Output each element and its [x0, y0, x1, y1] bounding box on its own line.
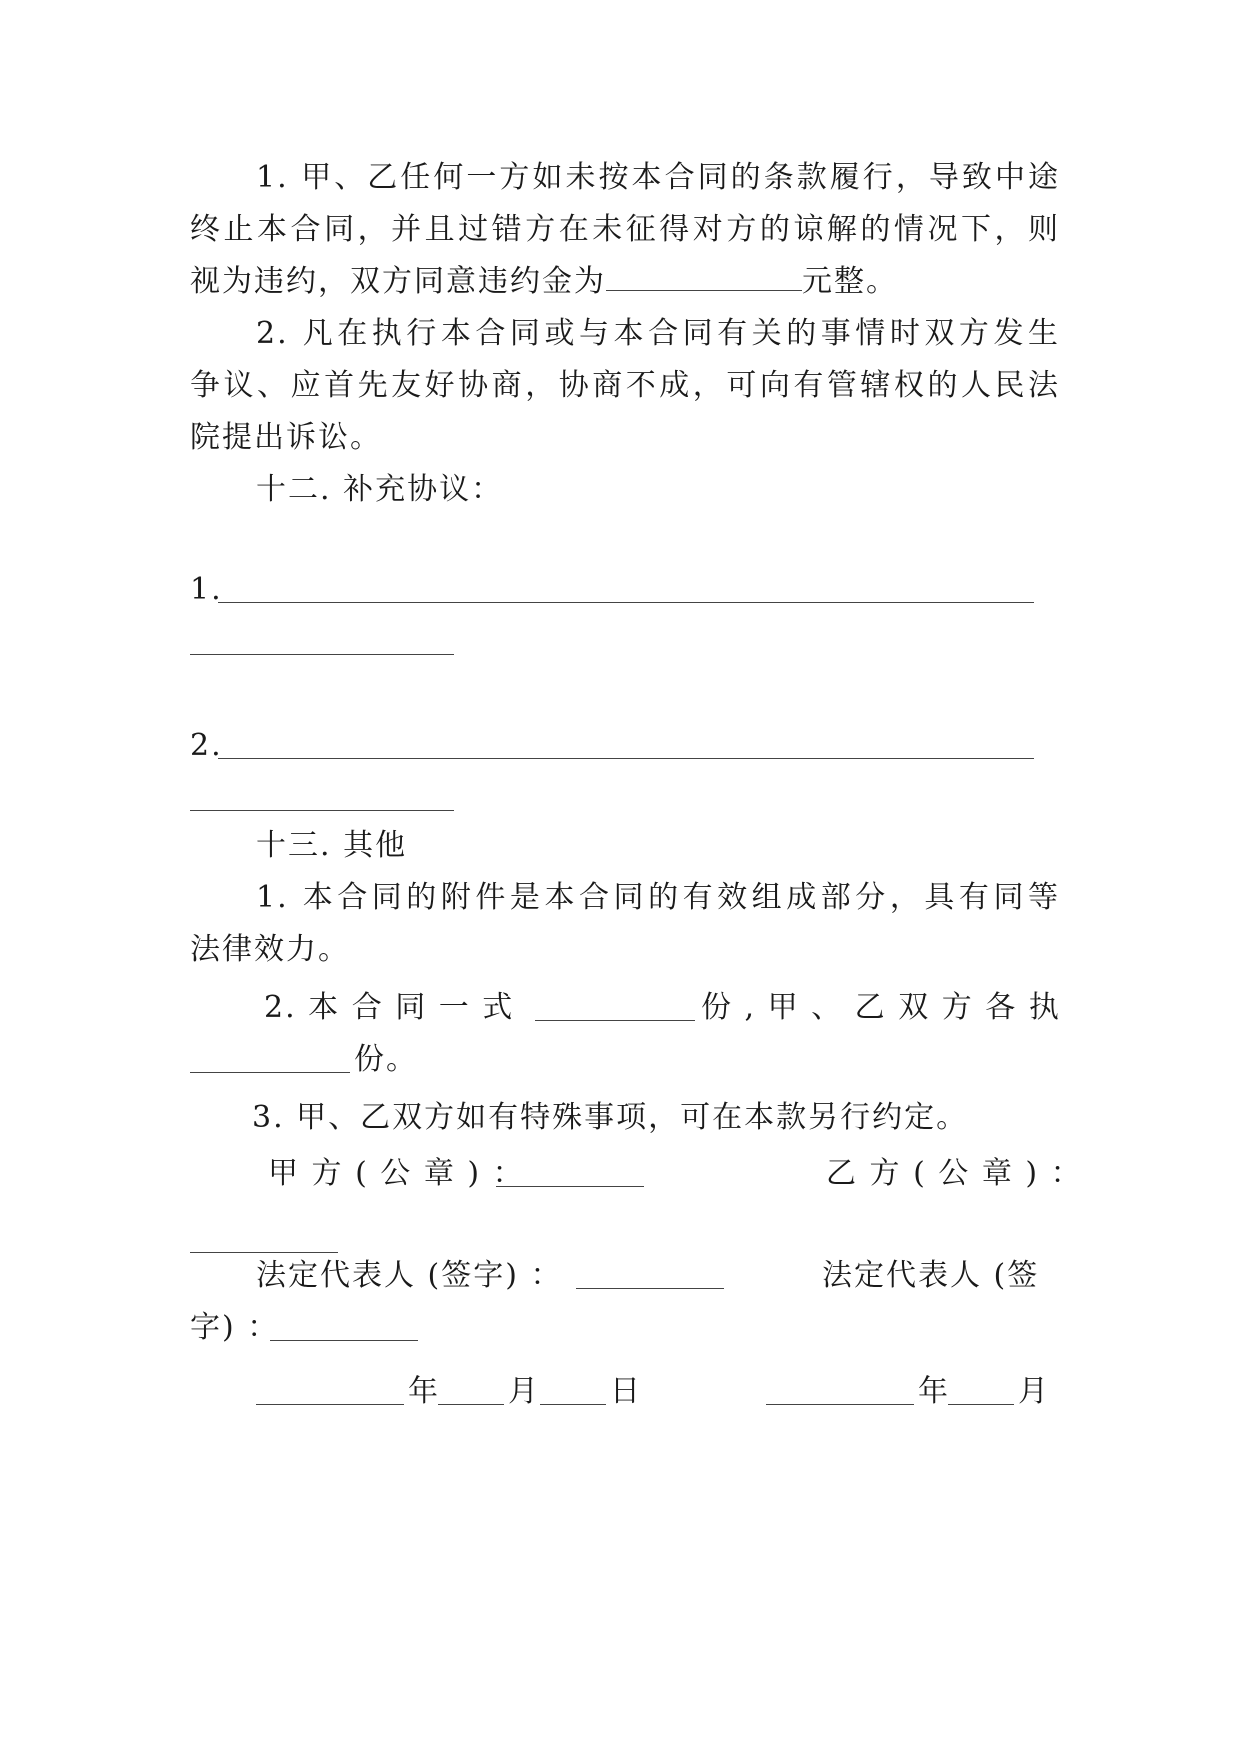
party-a-month-blank[interactable]: [438, 1404, 504, 1405]
clause-11-item-2-line-2: 争议、应首先友好协商，协商不成，可向有管辖权的人民法: [190, 368, 1060, 403]
supplement-item-1-blank[interactable]: [218, 602, 1034, 603]
party-b-year-blank[interactable]: [766, 1404, 914, 1405]
party-a-day-blank[interactable]: [540, 1404, 606, 1405]
clause-11-item-1-line-1: 1. 甲、乙任何一方如未按本合同的条款履行，导致中途: [256, 160, 1060, 195]
copies-distribution-text: 份 , 甲 、 乙 双 方 各 执: [701, 990, 1061, 1025]
party-a-representative-blank[interactable]: [576, 1288, 724, 1289]
party-b-seal-label: 乙 方 ( 公 章 ) ：: [826, 1156, 1083, 1191]
supplement-item-1-blank-continued[interactable]: [190, 654, 454, 655]
party-a-seal-blank[interactable]: [496, 1186, 644, 1187]
copies-text: 2. 本 合 同 一 式: [264, 990, 515, 1025]
supplement-item-2-blank-continued[interactable]: [190, 810, 454, 811]
penalty-suffix: 元整。: [802, 264, 898, 299]
clause-11-item-2-line-1: 2. 凡在执行本合同或与本合同有关的事情时双方发生: [256, 316, 1060, 351]
party-a-seal-label: 甲 方 ( 公 章 ) ：: [268, 1156, 525, 1191]
party-b-representative-label-continued: 字) ：: [190, 1310, 280, 1345]
clause-12-heading: 十二. 补充协议：: [256, 472, 504, 507]
party-a-year-blank[interactable]: [256, 1404, 404, 1405]
party-a-representative-label: 法定代表人 (签字) ：: [256, 1258, 563, 1293]
party-a-day-label: 日: [610, 1374, 642, 1409]
penalty-amount-blank[interactable]: [606, 264, 802, 291]
copies-total-blank[interactable]: [535, 1020, 695, 1021]
supplement-item-1-number: 1.: [190, 572, 223, 607]
clause-11-item-1-line-3: [190, 262, 898, 302]
clause-13-item-1-line-2: 法律效力。: [190, 932, 350, 967]
clause-11-item-2-line-3: 院提出诉讼。: [190, 420, 382, 455]
clause-13-heading: 十三. 其他: [256, 828, 408, 863]
supplement-item-2-blank[interactable]: [218, 758, 1034, 759]
supplement-item-2-number: 2.: [190, 728, 223, 763]
party-b-representative-blank[interactable]: [270, 1340, 418, 1341]
party-b-month-blank[interactable]: [948, 1404, 1014, 1405]
party-b-year-label: 年: [918, 1374, 950, 1409]
penalty-text: 视为违约，双方同意违约金为: [190, 264, 606, 299]
copies-suffix: 份。: [354, 1042, 418, 1077]
clause-13-item-3: 3. 甲、乙双方如有特殊事项，可在本款另行约定。: [252, 1100, 969, 1135]
party-b-seal-blank[interactable]: [190, 1252, 338, 1253]
party-b-representative-label: 法定代表人 (签: [822, 1258, 1040, 1293]
copies-each-blank[interactable]: [190, 1072, 350, 1073]
party-a-month-label: 月: [508, 1374, 540, 1409]
party-a-year-label: 年: [408, 1374, 440, 1409]
clause-13-item-1-line-1: 1. 本合同的附件是本合同的有效组成部分，具有同等: [256, 880, 1060, 915]
clause-11-item-1-line-2: 终止本合同，并且过错方在未征得对方的谅解的情况下，则: [190, 212, 1060, 247]
party-b-month-label: 月: [1018, 1374, 1050, 1409]
